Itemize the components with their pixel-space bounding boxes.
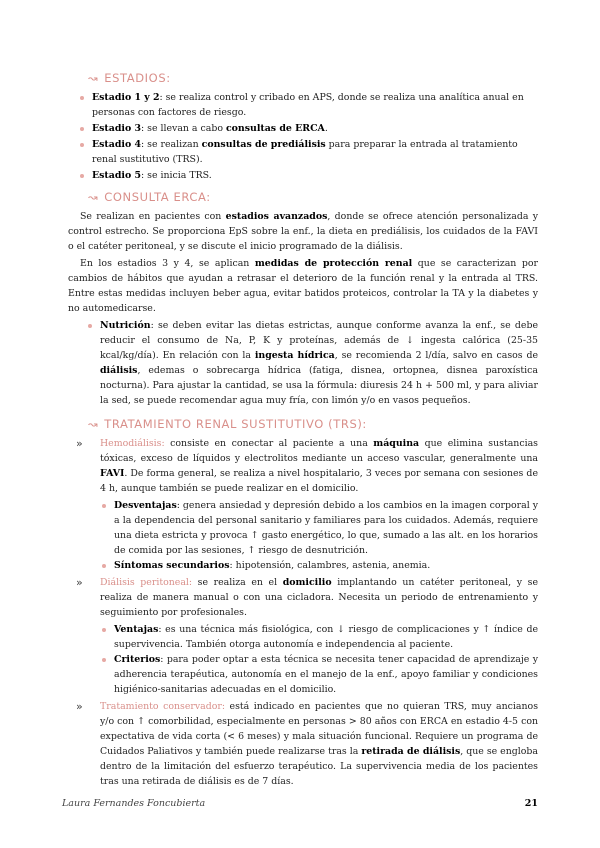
list-item: Desventajas: genera ansiedad y depresión debido a los cambios en la imagen corporal y a la dependencia del personal sanitario y familiares para los cuidados. Además, requiere una dieta estricta y provoca ↑ gasto energético, lo que, sumado a las alt. en los horarios de comida por las sesiones, ↑ riesgo de desnutrición. [102, 498, 538, 558]
list-item: » Diálisis peritoneal: se realiza en el domicilio implantando un catéter peritoneal, y se realiza de manera manual o con una cicladora. Necesita un periodo de entrenamiento y seguimiento por profesionales. [76, 576, 538, 618]
list-item: Estadio 3: se llevan a cabo consultas de ERCA. [80, 121, 538, 136]
list-item: Síntomas secundarios: hipotensión, calambres, astenia, anemia. [102, 558, 538, 573]
author-name: Laura Fernandes Foncubierta [62, 798, 206, 809]
sub-list [74, 622, 538, 697]
page-number: 21 [524, 798, 538, 809]
list-item: » Tratamiento conservador: está indicado en pacientes que no quieran TRS, muy ancianos y/o con ↑ comorbilidad, especialmente en personas > 80 años con ERCA en estadio 4-5 con expectativa de vida corta (< 6 meses) y mala situación funcional. Requiere un programa de Cuidados Paliativos y también puede realizarse tras la retirada de diálisis, que se engloba dentro de la limitación del esfuerzo terapéutico. La supervivencia media de los pacientes tras una retirada de diálisis es de 7 días. [76, 700, 539, 787]
list-item: Estadio 5: se inicia TRS. [80, 168, 538, 183]
list-item: Criterios: para poder optar a esta técnica se necesita tener capacidad de aprendizaje y adherencia terapéutica, autonomía en el manejo de la enf., apoyo familiar y condiciones higiénico-sanitarias adecuadas en el domicilio. [102, 652, 538, 697]
double-chevron-icon: » [76, 437, 83, 450]
double-chevron-icon: » [76, 700, 83, 713]
paragraph: Se realizan en pacientes con estadios avanzados, donde se ofrece atención personalizada y control estrecho. Se proporciona EpS sobre la enf., la dieta en prediálisis, los cuidados de la FAVI o el catéter peritoneal, y se discute el inicio programado de la diálisis. [68, 211, 539, 252]
curly-arrow-icon: ↝ [88, 190, 99, 204]
list-item: Estadio 4: se realizan consultas de prediálisis para preparar la entrada al tratamiento renal sustitutivo (TRS). [80, 137, 538, 167]
list-item: Nutrición: se deben evitar las dietas estrictas, aunque conforme avanza la enf., se debe reducir el consumo de Na, P, K y proteínas, además de ↓ ingesta calórica (25-35 kcal/kg/día). En relación con la ingesta hídrica, se recomienda 2 l/día, salvo en casos de diálisis, edemas o sobrecarga hídrica (fatiga, disnea, ortopnea, disnea paroxística nocturna). Para ajustar la cantidad, se usa la fórmula: diuresis 24 h + 500 ml, y para aliviar la sed, se puede recomendar agua muy fría, con limón y/o en vasos pequeños. [88, 318, 538, 408]
nutricion-list [68, 318, 538, 408]
section-heading-estadios: ↝ ESTADIOS: [88, 71, 171, 85]
sub-list [74, 498, 538, 573]
section-heading-consulta-erca: ↝ CONSULTA ERCA: [88, 190, 211, 204]
double-chevron-icon: » [76, 576, 83, 589]
list-item: Estadio 1 y 2: se realiza control y cribado en APS, donde se realiza una analítica anual en personas con factores de riesgo. [80, 90, 538, 120]
list-item: » Hemodiálisis: consiste en conectar al paciente a una máquina que elimina sustancias tóxicas, exceso de líquidos y electrolitos mediante un acceso vascular, generalmente una FAVI. De forma general, se realiza a nivel hospitalario, 3 veces por semana con sesiones de 4 h, aunque también se puede realizar en el domicilio. [76, 437, 538, 494]
estadios-list [68, 90, 538, 183]
paragraph: En los estadios 3 y 4, se aplican medidas de protección renal que se caracterizan por cambios de hábitos que ayudan a retrasar el deterioro de la función renal y la entrada al TRS. Entre estas medidas incluyen beber agua, evitar batidos proteicos, controlar la TA y la diabetes y no automedicarse. [68, 258, 538, 314]
curly-arrow-icon: ↝ [88, 417, 99, 431]
curly-arrow-icon: ↝ [88, 71, 99, 85]
section-heading-trs: ↝ TRATAMIENTO RENAL SUSTITUTIVO (TRS): [88, 417, 367, 431]
page-footer [62, 798, 538, 809]
list-item: Ventajas: es una técnica más fisiológica, con ↓ riesgo de complicaciones y ↑ índice de supervivencia. También otorga autonomía e independencia al paciente. [102, 622, 538, 652]
trs-list [68, 436, 538, 789]
